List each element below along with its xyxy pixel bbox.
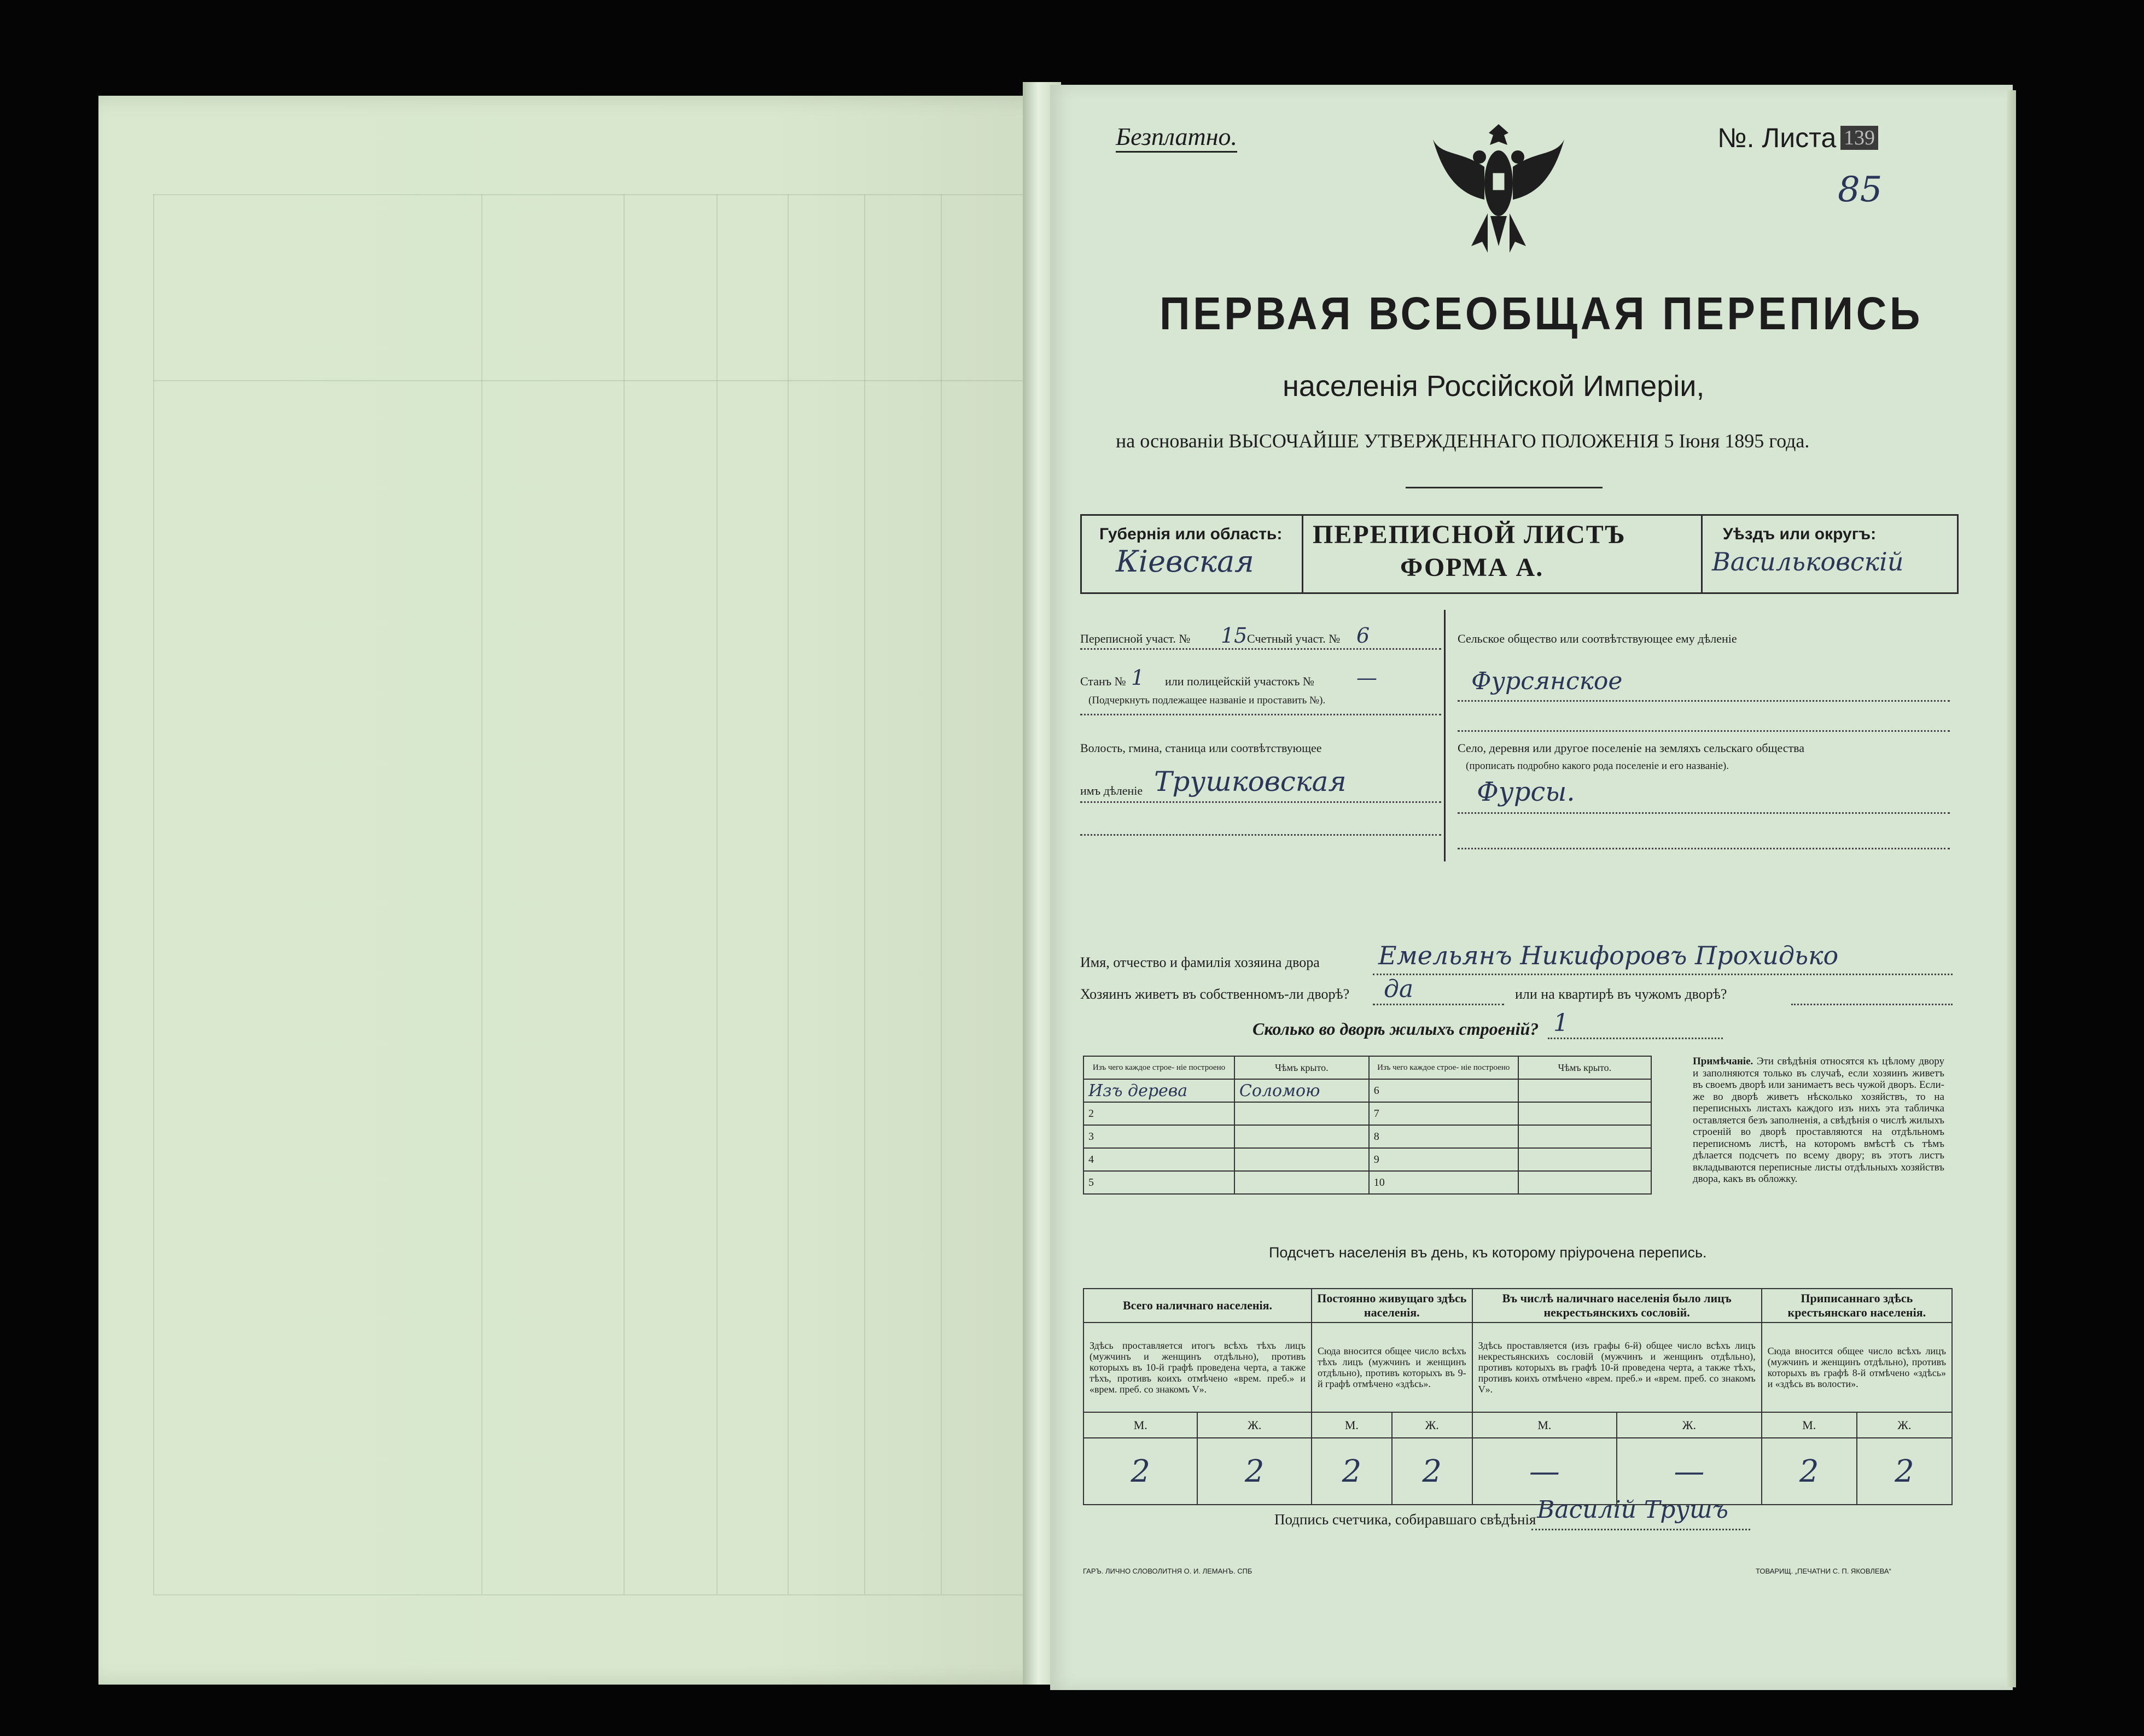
buildings-value: 1	[1553, 1009, 1569, 1037]
own-yard-label: Хозяинъ живетъ въ собственномъ-ли дворѣ?	[1080, 986, 1350, 1002]
permanent-male-value: 2	[1312, 1438, 1392, 1505]
female-label: Ж.	[1197, 1412, 1312, 1438]
underline-note: (Подчеркнуть подлежащее названіе и проставить №).	[1088, 695, 1326, 706]
rent-label: или на квартирѣ въ чужомъ дворѣ?	[1515, 986, 1727, 1002]
police-value: —	[1356, 666, 1377, 690]
village-value: Фурсы.	[1477, 777, 1575, 807]
sheet-number-label: №. Листа	[1717, 123, 1837, 153]
sheet-number-handwritten: 85	[1838, 170, 1883, 210]
signature-label: Подпись счетчика, собиравшаго свѣдѣнія	[1274, 1511, 1536, 1528]
male-label: М.	[1312, 1412, 1392, 1438]
owner-label: Имя, отчество и фамилія хозяина двора	[1080, 954, 1320, 970]
ornament-divider	[1406, 487, 1603, 488]
form-title-2: ФОРМА А.	[1400, 553, 1544, 582]
count-desc-total: Здѣсь проставляется итогъ всѣхъ тѣхъ лицъ (мужчинъ и женщинъ отдѣльно), противъ которыхъ въ 10-й графѣ проведена черта, а также тѣхъ, противъ коихъ отмѣчено «врем. преб.» и «врем. преб. со знакомъ V».	[1083, 1323, 1312, 1412]
owner-value: Емельянъ Никифоровъ Прохидько	[1378, 941, 1839, 970]
building-row-9: 9	[1369, 1148, 1518, 1171]
roof-header-2: Чѣмъ крыто.	[1518, 1056, 1651, 1079]
village-note: (прописать подробно какого рода поселеніе и его названіе).	[1466, 760, 1729, 772]
count-title: Подсчетъ населенія въ день, къ которому пріурочена перепись.	[1269, 1244, 1707, 1261]
left-page	[98, 96, 1061, 1685]
legal-basis: на основаніи ВЫСОЧАЙШЕ УТВЕРЖДЕННАГО ПОЛОЖЕНІЯ 5 Іюня 1895 года.	[1116, 430, 1810, 452]
female-label: Ж.	[1857, 1412, 1952, 1438]
count-head-peasant: Приписаннаго здѣсь крестьянскаго населенія.	[1762, 1289, 1952, 1323]
material-header-2: Изъ чего каждое строе- ніе построено	[1369, 1056, 1518, 1079]
building-row-8: 8	[1369, 1125, 1518, 1148]
volost-value: Трушковская	[1154, 766, 1347, 797]
counting-district-label: Счетный участ. №	[1247, 632, 1341, 645]
society-label: Сельское общество или соотвѣтствующее ему дѣленіе	[1458, 632, 1737, 645]
census-district-value: 15	[1221, 624, 1248, 648]
count-desc-permanent: Сюда вносится общее число всѣхъ тѣхъ лицъ (мужчинъ и женщинъ отдѣльно), противъ которыхъ въ 9-й графѣ отмѣчено «здѣсь».	[1312, 1323, 1472, 1412]
male-label: М.	[1083, 1412, 1197, 1438]
building-row-4: 4	[1083, 1148, 1234, 1171]
counting-district-value: 6	[1356, 624, 1370, 648]
census-title: ПЕРВАЯ ВСЕОБЩАЯ ПЕРЕПИСЬ	[1160, 288, 1923, 339]
building-row-6: 6	[1369, 1079, 1518, 1102]
police-label: или полицейскій участокъ №	[1165, 674, 1314, 688]
volost-label: Волость, гмина, станица или соотвѣтствующее	[1080, 741, 1322, 755]
district-value: Васильковскій	[1712, 547, 1904, 576]
sheet-number-value: 139	[1840, 126, 1878, 150]
footer-printer-right: ТОВАРИЩ. „ПЕЧАТНИ С. П. ЯКОВЛЕВА“	[1756, 1567, 1891, 1575]
census-district-label: Переписной участ. №	[1080, 632, 1191, 645]
free-label: Безплатно.	[1116, 122, 1237, 153]
village-label: Село, деревня или другое поселеніе на земляхъ сельскаго общества	[1458, 741, 1805, 755]
permanent-female-value: 2	[1392, 1438, 1472, 1505]
column-divider	[1444, 610, 1446, 861]
building-row-7: 7	[1369, 1102, 1518, 1125]
building-roof-1: Соломою	[1234, 1079, 1369, 1102]
building-row-10: 10	[1369, 1171, 1518, 1194]
province-value: Кіевская	[1116, 544, 1254, 579]
nonpeasant-male-value: —	[1472, 1438, 1617, 1505]
society-value: Фурсянское	[1471, 667, 1623, 695]
buildings-label: Сколько во дворѣ жилыхъ строеній?	[1252, 1019, 1539, 1039]
count-head-total: Всего наличнаго населенія.	[1083, 1289, 1312, 1323]
count-desc-nonpeasant: Здѣсь проставляется (изъ графы 6-й) общее число всѣхъ лицъ некрестьянскихъ сословій (мужчинъ и женщинъ отдѣльно), противъ которыхъ въ графѣ 10-й проведена черта, а также тѣхъ, противъ коихъ отмѣчено «врем. преб.» и «врем. преб. со знакомъ V».	[1472, 1323, 1762, 1412]
male-label: М.	[1472, 1412, 1617, 1438]
material-header: Изъ чего каждое строе- ніе построено	[1083, 1056, 1234, 1079]
building-row-5: 5	[1083, 1171, 1234, 1194]
buildings-table	[1083, 1056, 1652, 1195]
building-row-3: 3	[1083, 1125, 1234, 1148]
signature-value: Василій Трушъ	[1537, 1496, 1729, 1524]
female-label: Ж.	[1617, 1412, 1762, 1438]
note-title: Примѣчаніе.	[1693, 1056, 1753, 1067]
province-label: Губернія или область:	[1099, 525, 1283, 543]
count-desc-peasant: Сюда вносится общее число всѣхъ лицъ (мужчинъ и женщинъ отдѣльно), противъ которыхъ въ графѣ 8-й отмѣчено «здѣсь» и «здѣсь въ волости».	[1762, 1323, 1952, 1412]
female-label: Ж.	[1392, 1412, 1472, 1438]
total-female-value: 2	[1197, 1438, 1312, 1505]
nonpeasant-female-value: —	[1617, 1438, 1762, 1505]
roof-header: Чѣмъ крыто.	[1234, 1056, 1369, 1079]
form-title-1: ПЕРЕПИСНОЙ ЛИСТЪ	[1313, 520, 1626, 549]
building-row-1: Изъ дерева	[1083, 1079, 1234, 1102]
count-head-nonpeasant: Въ числѣ наличнаго населенія было лицъ некрестьянскихъ сословій.	[1472, 1289, 1762, 1323]
volost-label-2: имъ дѣленіе	[1080, 784, 1143, 797]
count-head-permanent: Постоянно живущаго здѣсь населенія.	[1312, 1289, 1472, 1323]
district-label: Уѣздъ или округъ:	[1723, 525, 1877, 543]
male-label: М.	[1762, 1412, 1857, 1438]
page-edge	[2007, 90, 2016, 1687]
note-text: Эти свѣдѣнія относятся къ цѣлому двору и заполняются только въ случаѣ, если хозяинъ живетъ въ своемъ дворѣ или занимаетъ весь чужой дворъ. Если-же во дворѣ живетъ нѣсколько хозяйствъ, то на переписныхъ листахъ каждого изъ нихъ эта табличка оставляется безъ заполненія, а свѣдѣнія о числѣ жилыхъ строеній во дворѣ проставляются на отдѣльномъ переписномъ листѣ, на которомъ вмѣстѣ съ тѣмъ дѣлается подсчетъ по всему двору; въ этотъ листъ вкладываются переписные листы отдѣльныхъ хозяйствъ двора, какъ въ обложку.	[1693, 1056, 1945, 1185]
total-male-value: 2	[1083, 1438, 1197, 1505]
census-form-page	[1050, 85, 2013, 1690]
imperial-eagle-emblem	[1428, 118, 1570, 260]
stan-label: Станъ №	[1080, 674, 1126, 688]
peasant-female-value: 2	[1857, 1438, 1952, 1505]
note-block	[1693, 1056, 1944, 1185]
peasant-male-value: 2	[1762, 1438, 1857, 1505]
stan-value: 1	[1131, 666, 1145, 690]
building-row-2: 2	[1083, 1102, 1234, 1125]
own-yard-value: да	[1384, 975, 1414, 1003]
population-count-table	[1083, 1288, 1953, 1505]
footer-printer-left: ГАРЪ. ЛИЧНО СЛОВОЛИТНЯ О. И. ЛЕМАНЪ. СПБ	[1083, 1567, 1252, 1575]
census-subtitle: населенія Россійской Имперіи,	[1283, 370, 1705, 403]
